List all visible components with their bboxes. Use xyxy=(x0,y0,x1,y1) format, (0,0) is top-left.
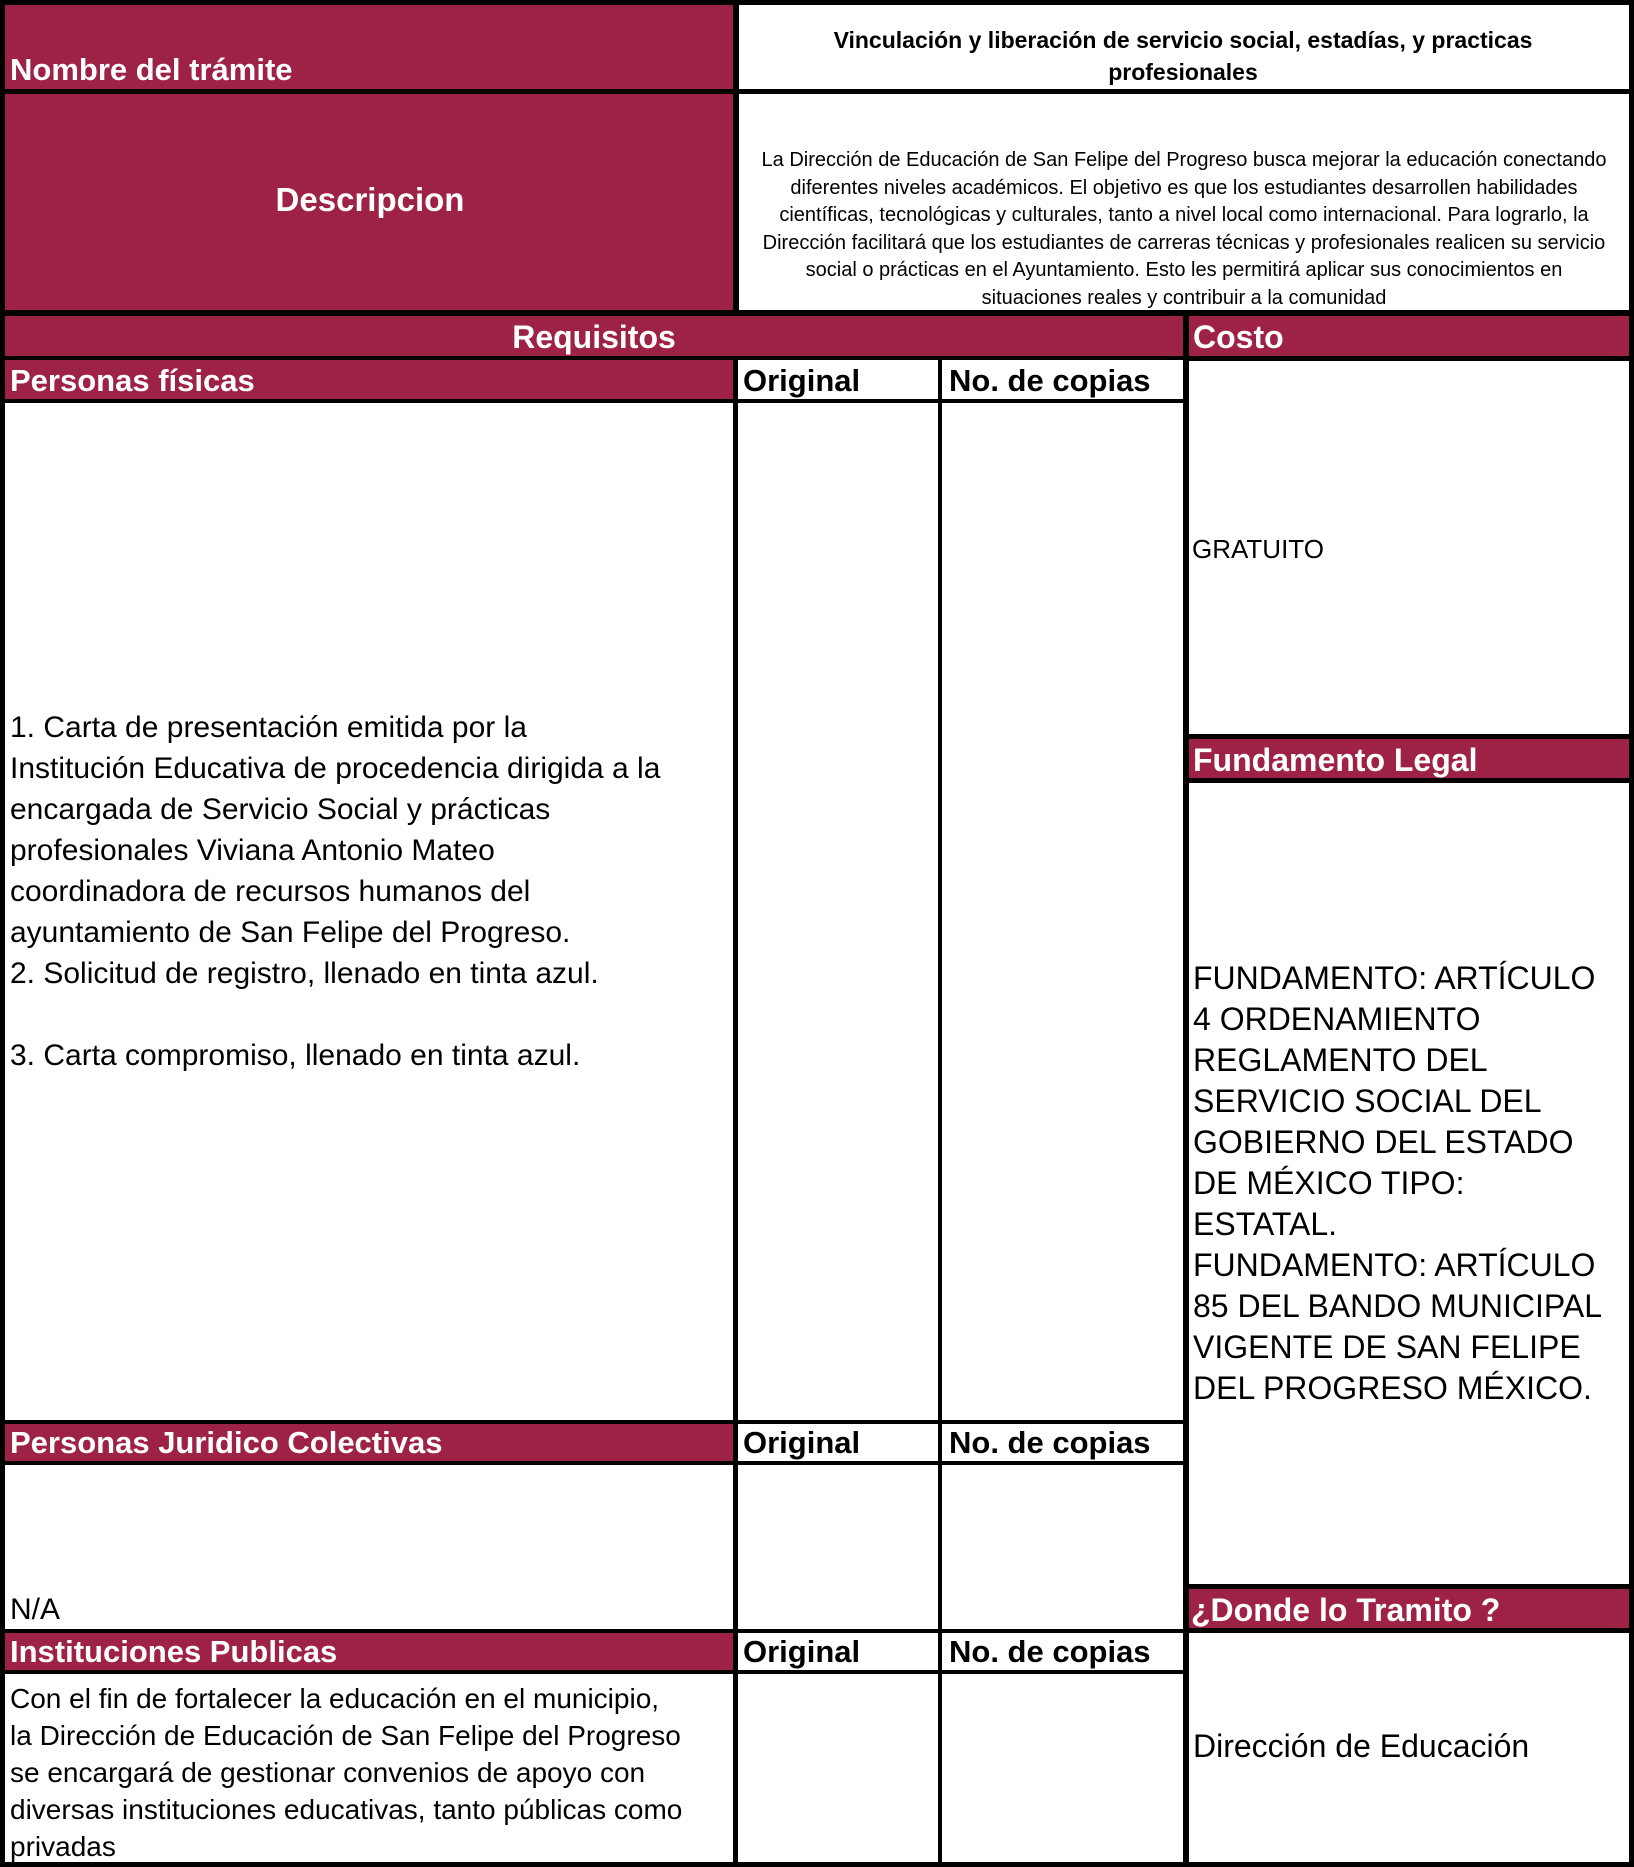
requisitos-header: Requisitos xyxy=(512,319,676,355)
descripcion-line: Dirección facilitará que los estudiantes de carreras técnicas y profesionales realicen su servicio xyxy=(762,231,1606,254)
divider xyxy=(1184,734,1634,739)
fundamento-line: 85 DEL BANDO MUNICIPAL xyxy=(1193,1288,1602,1324)
fundamento-line: GOBIERNO DEL ESTADO xyxy=(1193,1124,1574,1160)
fisicas-requirements xyxy=(10,707,660,1076)
fundamento-line: FUNDAMENTO: ARTÍCULO xyxy=(1193,1247,1596,1283)
publicas-label: Instituciones Publicas xyxy=(10,1634,338,1669)
descripcion-text xyxy=(740,147,1628,312)
fundamento-line: 4 ORDENAMIENTO xyxy=(1193,1001,1481,1037)
fundamento-line: SERVICIO SOCIAL DEL xyxy=(1193,1083,1542,1119)
divider xyxy=(938,358,942,1867)
fundamento-line: REGLAMENTO DEL xyxy=(1193,1042,1488,1078)
requirement-line: 1. Carta de presentación emitida por la xyxy=(10,711,527,744)
descripcion-label: Descripcion xyxy=(275,181,465,218)
fundamento-text xyxy=(1193,958,1602,1409)
descripcion-line: La Dirección de Educación de San Felipe del Progreso busca mejorar la educación conectando xyxy=(761,149,1607,171)
fundamento-line: DEL PROGRESO MÉXICO. xyxy=(1193,1370,1592,1406)
divider xyxy=(0,356,1188,360)
descripcion-line: situaciones reales y contribuir a la comunidad xyxy=(981,286,1387,309)
descripcion-line: científicas, tecnológicas y culturales, tanto a nivel local como internacional. Para lograrlo, la xyxy=(779,204,1589,226)
divider xyxy=(1183,313,1189,1867)
copias-header: No. de copias xyxy=(949,1425,1151,1460)
juridicas-label: Personas Juridico Colectivas xyxy=(10,1425,443,1460)
tramite-name-line: profesionales xyxy=(1108,59,1258,85)
requirement-line: Institución Educativa de procedencia dirigida a la xyxy=(10,752,661,785)
border-top xyxy=(0,0,1634,5)
costo-value: GRATUITO xyxy=(1192,534,1324,564)
divider xyxy=(1184,356,1634,361)
divider xyxy=(1184,1584,1634,1589)
publicas-line: diversas instituciones educativas, tanto públicas como xyxy=(10,1794,683,1825)
requirement-line: ayuntamiento de San Felipe del Progreso. xyxy=(10,916,571,949)
tramite-name-value xyxy=(740,24,1626,88)
requirement-line: encargada de Servicio Social y prácticas xyxy=(10,793,551,826)
original-header: Original xyxy=(743,363,861,398)
requirement-line: coordinadora de recursos humanos del xyxy=(10,875,531,908)
divider xyxy=(0,1461,1188,1465)
descripcion-line: diferentes niveles académicos. El objetivo es que los estudiantes desarrollen habilidades xyxy=(790,176,1578,199)
fundamento-line: VIGENTE DE SAN FELIPE xyxy=(1193,1329,1581,1365)
original-header: Original xyxy=(743,1425,861,1460)
costo-label: Costo xyxy=(1193,319,1284,355)
divider xyxy=(0,1629,1188,1633)
fundamento-line: DE MÉXICO TIPO: xyxy=(1193,1165,1465,1201)
requirement-line: 3. Carta compromiso, llenado en tinta azul. xyxy=(10,1039,581,1072)
copias-header: No. de copias xyxy=(949,1634,1151,1669)
tramite-name-label: Nombre del trámite xyxy=(10,52,293,87)
publicas-line: la Dirección de Educación de San Felipe del Progreso xyxy=(10,1720,681,1751)
publicas-line: privadas xyxy=(10,1831,116,1862)
original-header: Original xyxy=(743,1634,861,1669)
requirement-line: profesionales Viviana Antonio Mateo xyxy=(10,834,495,867)
publicas-line: Con el fin de fortalecer la educación en el municipio, xyxy=(10,1683,660,1714)
border-left xyxy=(0,0,5,1867)
fundamento-line: FUNDAMENTO: ARTÍCULO xyxy=(1193,960,1596,996)
divider xyxy=(0,399,1188,403)
divider xyxy=(0,1670,1188,1674)
donde-value: Dirección de Educación xyxy=(1193,1728,1530,1764)
fundamento-label: Fundamento Legal xyxy=(1193,742,1478,778)
publicas-line: se encargará de gestionar convenios de apoyo con xyxy=(10,1757,646,1788)
donde-label: ¿Donde lo Tramito ? xyxy=(1191,1592,1501,1628)
publicas-text xyxy=(10,1680,682,1865)
copias-header: No. de copias xyxy=(949,363,1151,398)
fisicas-label: Personas físicas xyxy=(10,363,255,398)
divider xyxy=(0,1420,1188,1424)
juridicas-value: N/A xyxy=(10,1593,61,1626)
fundamento-line: ESTATAL. xyxy=(1193,1206,1338,1242)
divider xyxy=(0,89,1634,94)
divider xyxy=(733,358,738,1867)
tramite-name-line: Vinculación y liberación de servicio social, estadías, y practicas xyxy=(833,27,1533,53)
divider xyxy=(733,0,739,313)
requirement-line xyxy=(10,994,660,1035)
requirement-line: 2. Solicitud de registro, llenado en tinta azul. xyxy=(10,957,599,990)
descripcion-line: social o prácticas en el Ayuntamiento. Esto les permitirá aplicar sus conocimientos en xyxy=(805,259,1563,281)
